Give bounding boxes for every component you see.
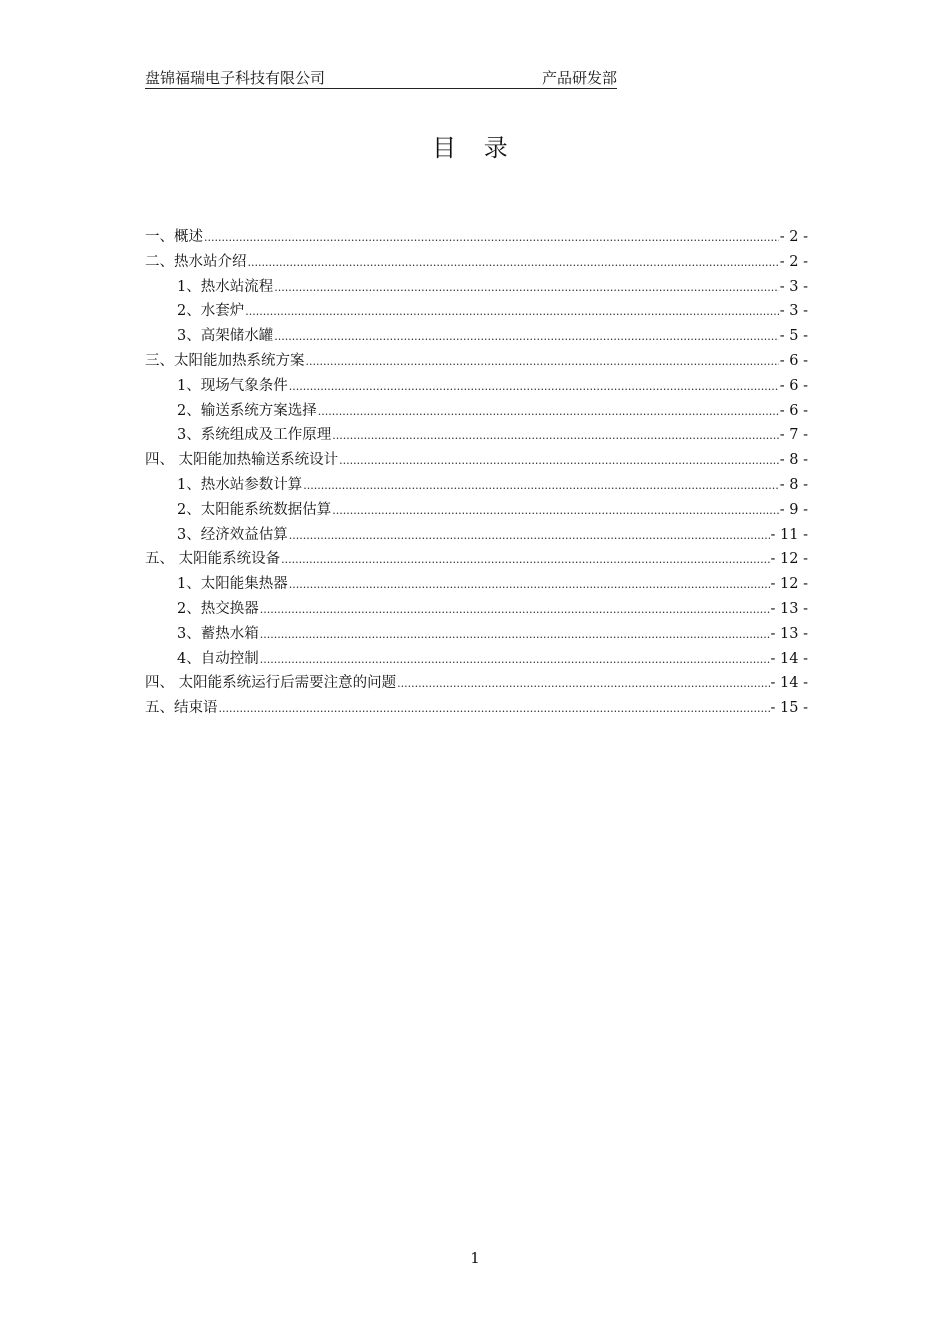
toc-entry[interactable] (145, 399, 808, 424)
dot-leader (306, 350, 779, 375)
dot-leader (332, 424, 779, 449)
toc-entry-page: - 9 - (779, 501, 808, 518)
dot-leader (219, 697, 770, 722)
toc-entry[interactable] (145, 374, 808, 399)
toc-entry-page: - 3 - (779, 303, 808, 320)
toc-entry[interactable] (145, 671, 808, 696)
dot-leader (303, 474, 779, 499)
toc-entry-page: - 7 - (779, 427, 808, 444)
toc-entry[interactable] (145, 572, 808, 597)
toc-entry[interactable] (145, 622, 808, 647)
dot-leader (260, 623, 770, 648)
toc-entry-page: - 8 - (779, 476, 808, 493)
toc-entry-page: - 2 - (779, 229, 808, 245)
toc-entry[interactable] (145, 225, 808, 250)
toc-entry[interactable] (145, 647, 808, 672)
toc-entry-title: 五、 太阳能系统设备 (145, 551, 281, 568)
toc-entry[interactable] (145, 275, 808, 300)
toc-entry-title: 三、太阳能加热系统方案 (145, 352, 305, 369)
dot-leader (204, 226, 779, 251)
toc-entry-page: - 6 - (779, 377, 808, 394)
page-header (145, 68, 617, 89)
toc-entry-page: - 15 - (770, 700, 808, 717)
dot-leader (397, 672, 769, 697)
toc-entry[interactable] (145, 547, 808, 572)
dot-leader (289, 375, 779, 400)
toc-entry-page: - 5 - (779, 328, 808, 345)
toc-entry-page: - 3 - (779, 278, 808, 295)
toc-entry-page: - 6 - (779, 352, 808, 369)
header-company-name: 盘锦福瑞电子科技有限公司 (145, 69, 326, 87)
dot-leader (274, 276, 779, 301)
dot-leader (339, 449, 779, 474)
toc-entry-page: - 11 - (770, 526, 808, 543)
toc-entry-title: 1、热水站参数计算 (177, 476, 303, 493)
toc-entry-page: - 8 - (779, 452, 808, 469)
dot-leader (245, 300, 779, 325)
toc-entry[interactable] (145, 250, 808, 275)
toc-entry-title: 2、热交换器 (177, 600, 259, 617)
toc-entry-title: 2、水套炉 (177, 303, 245, 320)
dot-leader (260, 598, 770, 623)
toc-entry-title: 1、太阳能集热器 (177, 576, 288, 593)
toc-entry-title: 3、高架储水罐 (177, 328, 274, 345)
toc-entry-title: 五、结束语 (145, 700, 218, 717)
dot-leader (248, 251, 779, 276)
toc-entry-title: 一、概述 (145, 229, 203, 245)
toc-entry[interactable] (145, 324, 808, 349)
toc-entry-page: - 2 - (779, 253, 808, 270)
toc-entry-page: - 12 - (770, 551, 808, 568)
toc-entry[interactable] (145, 349, 808, 374)
toc-entry-title: 2、输送系统方案选择 (177, 402, 317, 419)
toc-entry-page: - 14 - (770, 675, 808, 692)
toc-entry-page: - 14 - (770, 650, 808, 667)
toc-entry-title: 3、经济效益估算 (177, 526, 288, 543)
dot-leader (281, 548, 769, 573)
toc-entry-page: - 13 - (770, 625, 808, 642)
toc-entry-page: - 12 - (770, 576, 808, 593)
dot-leader (260, 648, 770, 673)
toc-entry-title: 二、热水站介绍 (145, 253, 247, 270)
dot-leader (332, 499, 779, 524)
table-of-contents (145, 225, 808, 721)
toc-title: 目 录 (432, 134, 518, 162)
toc-entry-title: 1、热水站流程 (177, 278, 274, 295)
toc-entry[interactable] (145, 597, 808, 622)
dot-leader (274, 325, 779, 350)
toc-entry-title: 1、现场气象条件 (177, 377, 288, 394)
toc-entry-title: 2、太阳能系统数据估算 (177, 501, 332, 518)
toc-entry-title: 3、蓄热水箱 (177, 625, 259, 642)
toc-entry[interactable] (145, 448, 808, 473)
dot-leader (318, 400, 779, 425)
toc-entry[interactable] (145, 299, 808, 324)
toc-entry-title: 3、系统组成及工作原理 (177, 427, 332, 444)
toc-entry[interactable] (145, 498, 808, 523)
toc-entry[interactable] (145, 423, 808, 448)
toc-entry-title: 四、 太阳能系统运行后需要注意的问题 (145, 675, 397, 692)
header-department: 产品研发部 (541, 69, 617, 87)
page-number: 1 (470, 1249, 480, 1267)
toc-entry[interactable] (145, 473, 808, 498)
toc-entry[interactable] (145, 523, 808, 548)
toc-entry[interactable] (145, 696, 808, 721)
toc-entry-page: - 13 - (770, 600, 808, 617)
toc-entry-title: 四、 太阳能加热输送系统设计 (145, 452, 339, 469)
toc-entry-page: - 6 - (779, 402, 808, 419)
toc-entry-title: 4、自动控制 (177, 650, 259, 667)
dot-leader (289, 524, 770, 549)
dot-leader (289, 573, 770, 598)
